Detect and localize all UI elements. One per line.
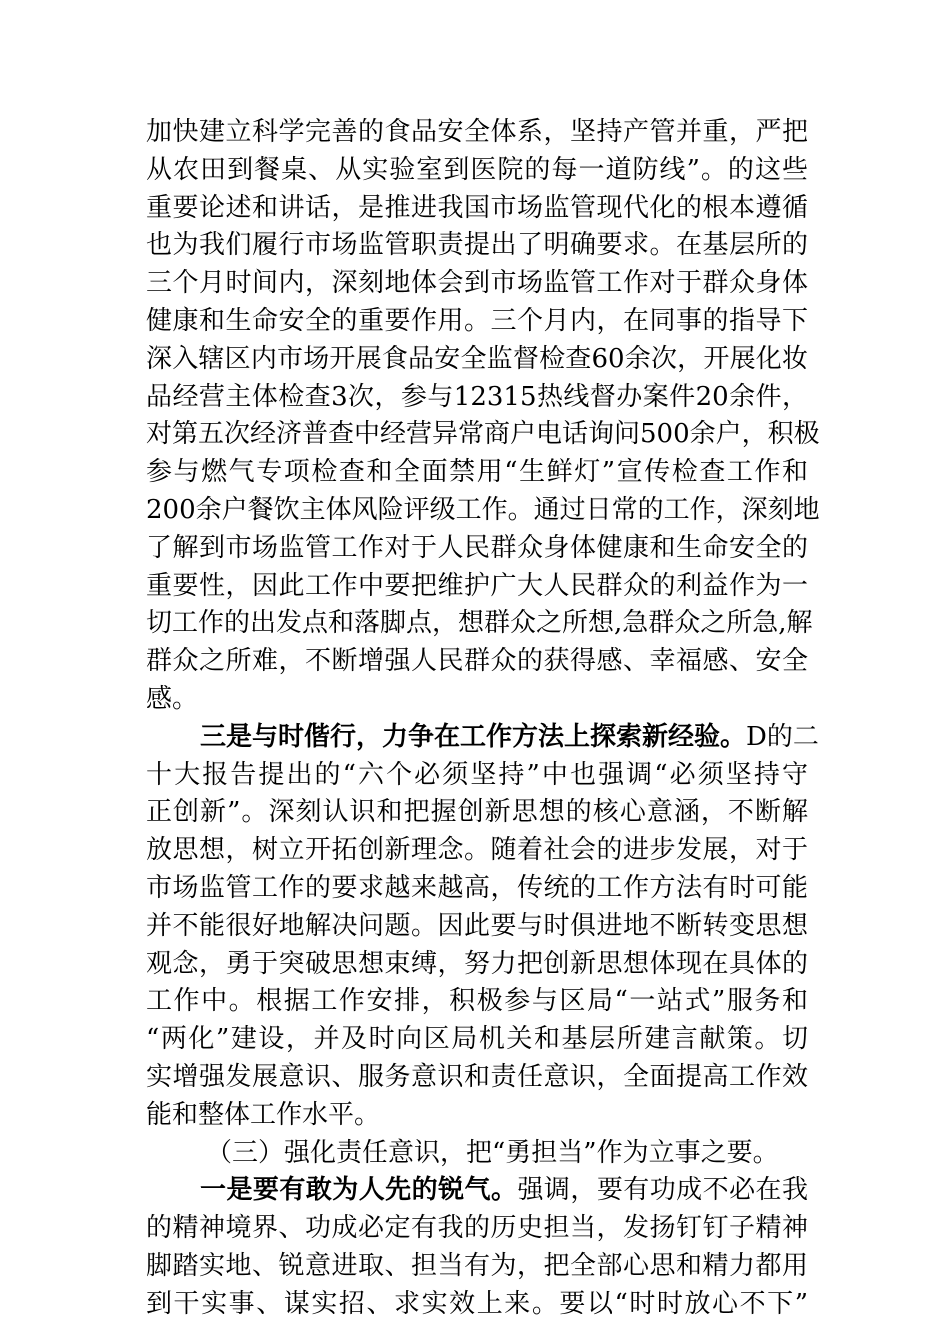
text-line: 加快建立科学完善的食品安全体系，坚持产管并重，严把 [146,117,808,147]
text-line: 健康和生命安全的重要作用。三个月内，在同事的指导下 [146,305,808,336]
text-line: 观念，勇于突破思想束缚，努力把创新思想体现在具体的 [146,948,808,979]
text-line: 三个月时间内，深刻地体会到市场监管工作对于群众身体 [146,268,808,299]
text-line: 参与燃气专项检查和全面禁用“生鲜灯”宣传检查工作和 [146,457,808,488]
text-line: 实增强发展意识、服务意识和责任意识，全面提高工作效 [146,1061,808,1092]
text-line: 感。 [146,683,199,714]
text-line: 十大报告提出的“六个必须坚持”中也强调“必须坚持守 [146,759,808,790]
text-line: 切工作的出发点和落脚点，想群众之所想,急群众之所急,解 [146,608,813,639]
paragraph-2-first-line [146,719,819,757]
text-line: 也为我们履行市场监管职责提出了明确要求。在基层所的 [146,230,808,261]
paragraph-2-heading: 三是与时偕行，力争在工作方法上探索新经验。 [200,721,747,752]
text-line: 200余户餐饮主体风险评级工作。通过日常的工作，深刻地 [146,494,820,525]
text-line: 到干实事、谋实招、求实效上来。要以“时时放心不下” [146,1288,808,1319]
paragraph-3-first-line [146,1172,808,1210]
text-line: 群众之所难，不断增强人民群众的获得感、幸福感、安全 [146,646,808,677]
paragraph-2-first-rest: D的二 [746,721,819,752]
paragraph-3-heading: 一是要有敢为人先的锐气。 [200,1175,518,1206]
section-3-title: （三）强化责任意识，把“勇担当”作为立事之要。 [206,1137,779,1168]
text-line: “两化”建设，并及时向区局机关和基层所建言献策。切 [146,1024,808,1055]
text-line: 重要性，因此工作中要把维护广大人民群众的利益作为一 [146,570,808,601]
text-line: 从农田到餐桌、从实验室到医院的每一道防线”。的这些 [146,154,808,185]
document-body [146,114,820,1324]
text-line: 了解到市场监管工作对于人民群众身体健康和生命安全的 [146,532,808,563]
text-line: 并不能很好地解决问题。因此要与时俱进地不断转变思想 [146,910,808,941]
paragraph-3-first-rest: 强调，要有功成不必在我 [517,1175,808,1206]
text-line: 重要论述和讲话，是推进我国市场监管现代化的根本遵循 [146,192,808,223]
text-line: 品经营主体检查3次，参与12315热线督办案件20余件， [146,381,808,412]
text-line: 能和整体工作水平。 [146,1099,381,1130]
text-line: 放思想，树立开拓创新理念。随着社会的进步发展，对于 [146,835,808,866]
text-line: 正创新”。深刻认识和把握创新思想的核心意涵，不断解 [146,797,808,828]
text-line: 对第五次经济普查中经营异常商户电话询问500余户，积极 [146,419,820,450]
text-line: 工作中。根据工作安排，积极参与区局“一站式”服务和 [146,986,808,1017]
text-line: 市场监管工作的要求越来越高，传统的工作方法有时可能 [146,872,808,903]
text-line: 脚踏实地、锐意进取、担当有为，把全部心思和精力都用 [146,1250,808,1281]
text-line: 深入辖区内市场开展食品安全监督检查60余次，开展化妆 [146,343,808,374]
text-line: 的精神境界、功成必定有我的历史担当，发扬钉钉子精神 [146,1213,808,1244]
